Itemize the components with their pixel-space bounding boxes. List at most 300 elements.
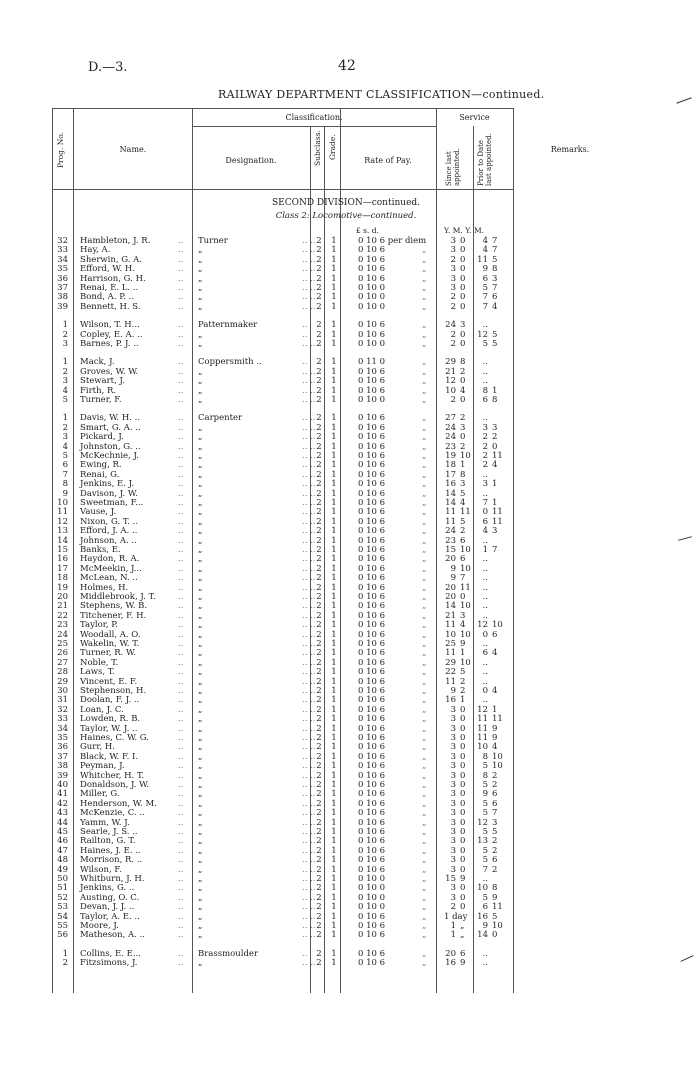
grade-cell: 1 bbox=[331, 751, 337, 762]
grade-cell: 1 bbox=[331, 902, 337, 913]
leader-dots: .. bbox=[178, 395, 184, 405]
ditto-mark: „ bbox=[422, 958, 427, 969]
prog-no-cell: 26 bbox=[57, 648, 68, 659]
name-cell: Taylor, A. E. .. bbox=[80, 911, 140, 922]
leader-dots: .. bbox=[178, 535, 184, 546]
prior-months-cell: 6 bbox=[492, 629, 498, 640]
prior-months-cell: 2 bbox=[492, 836, 498, 847]
subclass-cell: 2 bbox=[316, 441, 322, 452]
prior-years-cell: .. bbox=[482, 535, 488, 546]
prog-no-cell: 14 bbox=[57, 535, 68, 546]
name-cell: Yamm, W. J. bbox=[80, 817, 130, 828]
prog-no-cell: 46 bbox=[57, 836, 68, 847]
prog-no-cell: 3 bbox=[62, 376, 68, 387]
ditto-mark: „ bbox=[422, 648, 427, 659]
leader-dots: .. bbox=[178, 948, 184, 959]
leader-dots: .. .. bbox=[302, 376, 316, 387]
since-months-cell: 0 bbox=[460, 761, 466, 772]
prior-years-cell: 5 bbox=[482, 339, 488, 349]
subclass-cell: 2 bbox=[316, 601, 322, 612]
prog-no-cell: 45 bbox=[57, 827, 68, 837]
rate-cell: 0 10 0 bbox=[358, 892, 386, 903]
leader-dots: .. .. bbox=[302, 845, 316, 856]
leader-dots: .. .. bbox=[302, 892, 316, 903]
leader-dots: .. .. bbox=[302, 676, 316, 687]
since-months-cell: 0 bbox=[460, 808, 466, 819]
designation-cell: „ bbox=[198, 911, 203, 922]
since-years-cell: 11 bbox=[445, 648, 456, 659]
designation-cell: „ bbox=[198, 686, 203, 696]
prior-months-cell: 8 bbox=[492, 264, 498, 275]
leader-dots: .. .. bbox=[302, 460, 316, 471]
leader-dots: .. .. bbox=[302, 366, 316, 377]
name-cell: McLean, N. .. bbox=[80, 573, 138, 584]
prog-no-cell: 29 bbox=[57, 676, 68, 687]
rate-cell: 0 10 6 bbox=[358, 488, 386, 499]
subclass-cell: 2 bbox=[316, 657, 322, 668]
prog-no-cell: 1 bbox=[62, 357, 68, 368]
designation-cell: „ bbox=[198, 526, 203, 537]
since-months-cell: 5 bbox=[460, 488, 466, 499]
since-years-cell: 21 bbox=[445, 610, 456, 621]
since-years-cell: 25 bbox=[445, 639, 456, 649]
name-cell: Mack, J. bbox=[80, 357, 115, 368]
prior-years-cell: 4 bbox=[482, 236, 488, 246]
subclass-cell: 2 bbox=[316, 639, 322, 649]
subclass-cell: 2 bbox=[316, 742, 322, 753]
grade-cell: 1 bbox=[331, 236, 337, 246]
leader-dots: .. bbox=[178, 526, 184, 537]
prior-years-cell: 12 bbox=[477, 620, 488, 631]
rate-cell: 0 10 6 bbox=[358, 479, 386, 490]
prior-months-cell: 6 bbox=[492, 292, 498, 303]
subclass-cell: 2 bbox=[316, 498, 322, 508]
prog-no-cell: 33 bbox=[57, 714, 68, 725]
prior-years-cell: .. bbox=[482, 874, 488, 884]
ditto-mark: „ bbox=[422, 629, 427, 640]
name-cell: Jenkins, G. .. bbox=[80, 883, 135, 894]
rate-cell: 0 10 0 bbox=[358, 874, 386, 884]
since-years-cell: 11 bbox=[445, 676, 456, 687]
name-cell: Efford, J. A. .. bbox=[80, 526, 138, 537]
designation-cell: „ bbox=[198, 704, 203, 715]
subclass-cell: 2 bbox=[316, 817, 322, 828]
prog-no-cell: 47 bbox=[57, 845, 68, 856]
since-years-cell: 1 day bbox=[444, 911, 468, 922]
leader-dots: .. .. bbox=[302, 488, 316, 499]
column-header-designation: Designation. bbox=[225, 156, 277, 165]
since-months-cell: 2 bbox=[460, 413, 466, 424]
ditto-mark: „ bbox=[422, 592, 427, 602]
subclass-cell: 2 bbox=[316, 733, 322, 743]
name-cell: Gurr, H. bbox=[80, 742, 115, 753]
grade-cell: 1 bbox=[331, 817, 337, 828]
since-months-cell: 0 bbox=[460, 864, 466, 875]
rate-cell: 0 10 6 bbox=[358, 921, 386, 931]
subclass-cell: 2 bbox=[316, 592, 322, 602]
prior-years-cell: 13 bbox=[477, 836, 488, 847]
since-years-cell: 3 bbox=[450, 864, 456, 875]
name-cell: Stephenson, H. bbox=[80, 686, 147, 696]
since-months-cell: 7 bbox=[460, 573, 466, 584]
since-months-cell: 8 bbox=[460, 357, 466, 368]
leader-dots: .. .. bbox=[302, 264, 316, 275]
subclass-cell: 2 bbox=[316, 554, 322, 565]
designation-cell: „ bbox=[198, 714, 203, 725]
prog-no-cell: 2 bbox=[62, 329, 68, 340]
subclass-cell: 2 bbox=[316, 808, 322, 819]
designation-cell: „ bbox=[198, 273, 203, 284]
grade-cell: 1 bbox=[331, 339, 337, 349]
subclass-cell: 2 bbox=[316, 245, 322, 256]
leader-dots: .. .. bbox=[302, 339, 316, 349]
subclass-cell: 2 bbox=[316, 948, 322, 959]
prog-no-cell: 25 bbox=[57, 639, 68, 649]
prog-no-cell: 54 bbox=[57, 911, 68, 922]
grade-cell: 1 bbox=[331, 413, 337, 424]
leader-dots: .. bbox=[178, 883, 184, 894]
leader-dots: .. .. bbox=[302, 657, 316, 668]
prog-no-cell: 6 bbox=[62, 460, 68, 471]
name-cell: Railton, G. T. bbox=[80, 836, 136, 847]
prior-years-cell: 11 bbox=[477, 723, 488, 734]
subclass-cell: 2 bbox=[316, 620, 322, 631]
prior-years-cell: 5 bbox=[482, 845, 488, 856]
designation-cell: „ bbox=[198, 507, 203, 518]
since-months-cell: 0 bbox=[460, 254, 466, 265]
leader-dots: .. .. bbox=[302, 911, 316, 922]
since-months-cell: 0 bbox=[460, 376, 466, 387]
grade-cell: 1 bbox=[331, 376, 337, 387]
rate-cell: 0 10 6 bbox=[358, 413, 386, 424]
leader-dots: .. bbox=[178, 292, 184, 303]
leader-dots: .. bbox=[178, 864, 184, 875]
prior-years-cell: 4 bbox=[482, 526, 488, 537]
since-months-cell: 6 bbox=[460, 535, 466, 546]
subclass-cell: 2 bbox=[316, 836, 322, 847]
since-years-cell: 10 bbox=[445, 385, 456, 396]
prior-years-cell: 7 bbox=[482, 292, 488, 303]
prior-months-cell: 3 bbox=[492, 273, 498, 284]
since-years-cell: 3 bbox=[450, 808, 456, 819]
since-months-cell: 0 bbox=[460, 723, 466, 734]
grade-cell: 1 bbox=[331, 395, 337, 405]
name-cell: Firth, R. bbox=[80, 385, 117, 396]
designation-cell: „ bbox=[198, 245, 203, 256]
leader-dots: .. .. bbox=[302, 395, 316, 405]
ditto-mark: „ bbox=[422, 432, 427, 443]
prior-years-cell: 5 bbox=[482, 808, 488, 819]
prior-years-cell: 6 bbox=[482, 516, 488, 527]
since-months-cell: „ bbox=[460, 930, 465, 941]
subclass-cell: 2 bbox=[316, 573, 322, 584]
rate-cell: 0 10 6 bbox=[358, 582, 386, 593]
grade-cell: 1 bbox=[331, 911, 337, 922]
service-units-label: Y. M. Y. M. bbox=[444, 226, 485, 235]
column-header-name: Name. bbox=[119, 145, 147, 154]
leader-dots: .. .. bbox=[302, 236, 316, 246]
leader-dots: .. bbox=[178, 516, 184, 527]
leader-dots: .. .. bbox=[302, 648, 316, 659]
subclass-cell: 2 bbox=[316, 320, 322, 331]
prog-no-cell: 7 bbox=[62, 469, 68, 480]
leader-dots: .. bbox=[178, 283, 184, 293]
prog-no-cell: 11 bbox=[57, 507, 68, 518]
subclass-cell: 2 bbox=[316, 422, 322, 433]
ditto-mark: „ bbox=[422, 385, 427, 396]
designation-cell: „ bbox=[198, 385, 203, 396]
since-months-cell: 10 bbox=[460, 563, 471, 574]
since-years-cell: 16 bbox=[445, 958, 456, 969]
prog-no-cell: 5 bbox=[62, 451, 68, 461]
since-months-cell: 3 bbox=[460, 479, 466, 490]
since-months-cell: 4 bbox=[460, 385, 466, 396]
since-months-cell: 1 bbox=[460, 460, 466, 471]
subclass-cell: 2 bbox=[316, 236, 322, 246]
ditto-mark: „ bbox=[422, 488, 427, 499]
since-years-cell: 14 bbox=[445, 498, 456, 508]
since-months-cell: 2 bbox=[460, 366, 466, 377]
prog-no-cell: 4 bbox=[62, 385, 68, 396]
page-title: RAILWAY DEPARTMENT CLASSIFICATION—continued. bbox=[218, 88, 545, 101]
name-cell: Searle, J. S. .. bbox=[80, 827, 138, 837]
ditto-mark: „ bbox=[422, 836, 427, 847]
designation-cell: „ bbox=[198, 639, 203, 649]
since-years-cell: 3 bbox=[450, 264, 456, 275]
prior-years-cell: 8 bbox=[482, 770, 488, 781]
designation-cell: „ bbox=[198, 808, 203, 819]
since-years-cell: 20 bbox=[445, 582, 456, 593]
prog-no-cell: 2 bbox=[62, 958, 68, 969]
prior-years-cell: .. bbox=[482, 958, 488, 969]
subclass-cell: 2 bbox=[316, 460, 322, 471]
prior-years-cell: .. bbox=[482, 676, 488, 687]
prog-no-cell: 27 bbox=[57, 657, 68, 668]
prior-years-cell: .. bbox=[482, 357, 488, 368]
subclass-cell: 2 bbox=[316, 488, 322, 499]
rate-cell: 0 10 6 bbox=[358, 864, 386, 875]
subclass-cell: 2 bbox=[316, 376, 322, 387]
since-years-cell: 11 bbox=[445, 516, 456, 527]
designation-cell: „ bbox=[198, 366, 203, 377]
rate-cell: 0 10 6 bbox=[358, 573, 386, 584]
since-months-cell: 0 bbox=[460, 704, 466, 715]
leader-dots: .. .. bbox=[302, 620, 316, 631]
since-months-cell: 0 bbox=[460, 780, 466, 790]
prior-years-cell: 6 bbox=[482, 902, 488, 913]
prior-years-cell: .. bbox=[482, 948, 488, 959]
subclass-cell: 2 bbox=[316, 892, 322, 903]
leader-dots: .. bbox=[178, 780, 184, 790]
leader-dots: .. .. bbox=[302, 573, 316, 584]
leader-dots: .. bbox=[178, 676, 184, 687]
since-years-cell: 2 bbox=[450, 301, 456, 312]
designation-cell: „ bbox=[198, 836, 203, 847]
since-months-cell: 0 bbox=[460, 892, 466, 903]
rate-cell: 0 10 6 bbox=[358, 789, 386, 800]
leader-dots: .. .. bbox=[302, 592, 316, 602]
leader-dots: .. .. bbox=[302, 385, 316, 396]
grade-cell: 1 bbox=[331, 554, 337, 565]
subclass-cell: 2 bbox=[316, 526, 322, 537]
pay-units-label: £ s. d. bbox=[356, 226, 379, 235]
designation-cell: „ bbox=[198, 254, 203, 265]
leader-dots: .. .. bbox=[302, 855, 316, 866]
rate-cell: 0 11 0 bbox=[358, 357, 386, 368]
prior-years-cell: 5 bbox=[482, 892, 488, 903]
name-cell: Groves, W. W. bbox=[80, 366, 139, 377]
prior-years-cell: 11 bbox=[477, 714, 488, 725]
prior-years-cell: 5 bbox=[482, 780, 488, 790]
subclass-cell: 2 bbox=[316, 911, 322, 922]
ditto-mark: „ bbox=[422, 845, 427, 856]
designation-cell: „ bbox=[198, 874, 203, 884]
leader-dots: .. bbox=[178, 488, 184, 499]
since-months-cell: 9 bbox=[460, 639, 466, 649]
rate-cell: 0 10 6 bbox=[358, 686, 386, 696]
prog-no-cell: 4 bbox=[62, 441, 68, 452]
ditto-mark: „ bbox=[422, 948, 427, 959]
table-row bbox=[0, 958, 700, 968]
subclass-cell: 2 bbox=[316, 273, 322, 284]
leader-dots: .. bbox=[178, 320, 184, 331]
since-months-cell: 8 bbox=[460, 469, 466, 480]
prior-months-cell: 6 bbox=[492, 855, 498, 866]
ditto-mark: „ bbox=[422, 563, 427, 574]
since-months-cell: 2 bbox=[460, 676, 466, 687]
subclass-cell: 2 bbox=[316, 339, 322, 349]
rate-cell: 0 10 6 bbox=[358, 911, 386, 922]
leader-dots: .. bbox=[302, 329, 308, 340]
subclass-cell: 2 bbox=[316, 283, 322, 293]
grade-cell: 1 bbox=[331, 320, 337, 331]
subclass-cell: 2 bbox=[316, 780, 322, 790]
since-months-cell: 0 bbox=[460, 733, 466, 743]
name-cell: Hambleton, J. R. bbox=[80, 236, 151, 246]
prior-years-cell: 4 bbox=[482, 245, 488, 256]
leader-dots: .. bbox=[178, 264, 184, 275]
prior-years-cell: .. bbox=[482, 601, 488, 612]
grade-cell: 1 bbox=[331, 704, 337, 715]
leader-dots: .. .. bbox=[302, 798, 316, 809]
grade-cell: 1 bbox=[331, 667, 337, 678]
since-years-cell: 11 bbox=[445, 507, 456, 518]
prior-months-cell: 2 bbox=[492, 432, 498, 443]
name-cell: Davis, W. H. .. bbox=[80, 413, 141, 424]
prior-months-cell: 5 bbox=[492, 339, 498, 349]
since-months-cell: 0 bbox=[460, 592, 466, 602]
since-years-cell: 12 bbox=[445, 376, 456, 387]
name-cell: Miller, G. bbox=[80, 789, 120, 800]
name-cell: Stephens, W. B. bbox=[80, 601, 148, 612]
prog-no-cell: 24 bbox=[57, 629, 68, 640]
prog-no-cell: 2 bbox=[62, 366, 68, 377]
prior-months-cell: 10 bbox=[492, 620, 503, 631]
designation-cell: „ bbox=[198, 695, 203, 706]
since-months-cell: 0 bbox=[460, 292, 466, 303]
ditto-mark: „ bbox=[422, 808, 427, 819]
subclass-cell: 2 bbox=[316, 789, 322, 800]
leader-dots: .. bbox=[178, 648, 184, 659]
rate-cell: 0 10 6 bbox=[358, 329, 386, 340]
designation-cell: „ bbox=[198, 676, 203, 687]
leader-dots: .. bbox=[178, 563, 184, 574]
rate-cell: 0 10 6 bbox=[358, 320, 386, 331]
leader-dots: .. .. bbox=[302, 301, 316, 312]
rate-cell: 0 10 0 bbox=[358, 883, 386, 894]
grade-cell: 1 bbox=[331, 657, 337, 668]
prior-months-cell: 11 bbox=[492, 714, 503, 725]
grade-cell: 1 bbox=[331, 422, 337, 433]
leader-dots: .. bbox=[178, 545, 184, 555]
since-years-cell: 16 bbox=[445, 695, 456, 706]
subclass-cell: 2 bbox=[316, 874, 322, 884]
leader-dots: .. bbox=[178, 592, 184, 602]
grade-cell: 1 bbox=[331, 460, 337, 471]
prog-no-cell: 12 bbox=[57, 516, 68, 527]
leader-dots: .. .. bbox=[302, 535, 316, 546]
prior-years-cell: 0 bbox=[482, 507, 488, 518]
rate-cell: 0 10 6 bbox=[358, 714, 386, 725]
since-months-cell: 0 bbox=[460, 339, 466, 349]
leader-dots: .. bbox=[178, 432, 184, 443]
grade-cell: 1 bbox=[331, 601, 337, 612]
prior-years-cell: 6 bbox=[482, 395, 488, 405]
grade-cell: 1 bbox=[331, 620, 337, 631]
since-years-cell: 15 bbox=[445, 545, 456, 555]
prior-months-cell: 1 bbox=[492, 385, 498, 396]
prior-years-cell: 6 bbox=[482, 273, 488, 284]
since-months-cell: 11 bbox=[460, 582, 471, 593]
name-cell: Collins, E. E... bbox=[80, 948, 141, 959]
prior-years-cell: .. bbox=[482, 610, 488, 621]
leader-dots: .. .. bbox=[302, 413, 316, 424]
leader-dots: .. .. bbox=[302, 554, 316, 565]
since-years-cell: 1 bbox=[450, 921, 456, 931]
since-months-cell: 1 bbox=[460, 695, 466, 706]
ditto-mark: „ bbox=[422, 554, 427, 565]
prior-months-cell: 8 bbox=[492, 883, 498, 894]
designation-cell: „ bbox=[198, 930, 203, 941]
since-years-cell: 3 bbox=[450, 798, 456, 809]
designation-cell: „ bbox=[198, 292, 203, 303]
rate-cell: 0 10 6 bbox=[358, 930, 386, 941]
ditto-mark: „ bbox=[422, 413, 427, 424]
prior-years-cell: 1 bbox=[482, 545, 488, 555]
designation-cell: „ bbox=[198, 657, 203, 668]
ditto-mark: „ bbox=[422, 855, 427, 866]
name-cell: Turner, F. bbox=[80, 395, 122, 405]
prog-no-cell: 30 bbox=[57, 686, 68, 696]
prior-months-cell: 11 bbox=[492, 902, 503, 913]
designation-cell: „ bbox=[198, 845, 203, 856]
grade-cell: 1 bbox=[331, 780, 337, 790]
name-cell: Nixon, G. T. .. bbox=[80, 516, 139, 527]
subclass-cell: 2 bbox=[316, 629, 322, 640]
since-months-cell: 1 bbox=[460, 648, 466, 659]
name-cell: Jenkins, E. J. bbox=[80, 479, 135, 490]
leader-dots: .. .. bbox=[302, 516, 316, 527]
leader-dots: .. .. bbox=[302, 545, 316, 555]
ditto-mark: „ bbox=[422, 733, 427, 743]
leader-dots: .. .. bbox=[302, 770, 316, 781]
prior-years-cell: 3 bbox=[482, 422, 488, 433]
prog-no-cell: 39 bbox=[57, 770, 68, 781]
since-years-cell: 22 bbox=[445, 667, 456, 678]
ditto-mark: „ bbox=[422, 921, 427, 931]
prog-no-cell: 35 bbox=[57, 264, 68, 275]
prior-years-cell: 10 bbox=[477, 883, 488, 894]
